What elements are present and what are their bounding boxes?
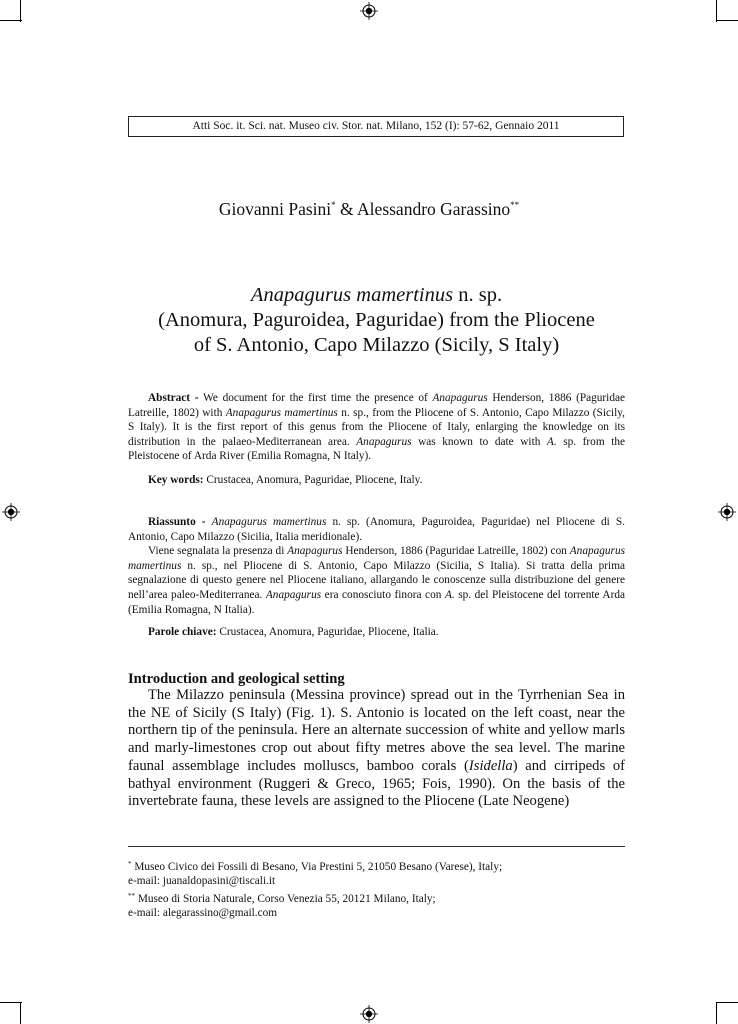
riassunto-text: n. sp. (Anomura, Paguroidea, Paguridae) nel Pliocene di S. Antonio, Capo Milazzo (Sicilia, Italia meridionale). [128, 516, 626, 543]
journal-citation-header [128, 116, 624, 137]
abstract-species: Anapagurus mamertinus [225, 406, 338, 419]
crop-mark-top-right-h [716, 20, 738, 21]
footnotes-block [128, 857, 625, 920]
abstract-text: sp. from the Pleistocene of Arda River (Emilia Romagna, N Italy). [128, 435, 625, 463]
abstract-label: Abstract - [148, 392, 204, 404]
registration-mark-left-icon [2, 503, 20, 521]
registration-mark-top-icon [360, 2, 378, 20]
crop-mark-bottom-left-v [20, 1002, 21, 1024]
title-line-2: (Anomura, Paguroidea, Paguridae) from the Pliocene [158, 309, 595, 331]
parole-chiave-label: Parole chiave: [148, 626, 217, 638]
riassunto-paragraph-2 [128, 544, 625, 617]
crop-mark-bottom-left-h [0, 1002, 22, 1003]
riassunto-label: Riassunto - [148, 516, 212, 528]
riassunto-text: era conosciuto finora con [321, 588, 445, 601]
author-2-affiliation-mark: ** [510, 200, 520, 210]
introduction-text: ) and cirripeds of bathyal environment (Ruggeri & Greco, 1965; Fois, 1990). On the basis of the invertebrate fauna, these levels are assigned to the Pliocene (Late Neogene) [128, 757, 625, 810]
introduction-paragraph [128, 687, 625, 811]
abstract-genus-abbr: A. [546, 435, 557, 448]
introduction-text: The Milazzo peninsula (Messina province) spread out in the Tyrrhenian Sea in the NE of Sicily (S Italy) (Fig. 1). S. Antonio is located on the left coast, near the northern tip of the peninsula. Here an alternate succession of white and yellow marls and marly-limestones crop out about fifty metres above the sea level. The marine faunal assemblage includes molluscs, bamboo corals ( [128, 687, 625, 774]
registration-mark-bottom-icon [360, 1005, 378, 1023]
abstract-genus: Anapagurus [432, 392, 488, 404]
author-2: Alessandro Garassino [357, 199, 511, 219]
title-line-1-rest: n. sp. [453, 284, 503, 306]
article-title [100, 283, 653, 358]
footnote-2-text: Museo di Storia Naturale, Corso Venezia 55, 20121 Milano, Italy; [135, 892, 436, 905]
parole-chiave-paragraph [128, 625, 625, 640]
riassunto-text: Viene segnalata la presenza di [148, 545, 288, 558]
keywords-text: Crustacea, Anomura, Paguridae, Pliocene, Italy. [203, 474, 423, 486]
footnote-1 [128, 857, 625, 874]
riassunto-species: Anapagurus mamertinus [211, 516, 327, 528]
abstract-genus: Anapagurus [356, 435, 412, 448]
abstract-text: Henderson, 1886 (Paguridae Latreille, 1802) with [128, 392, 625, 419]
author-1-affiliation-mark: * [331, 200, 336, 210]
abstract-paragraph [128, 391, 625, 464]
crop-mark-bottom-right-h [716, 1002, 738, 1003]
keywords-label: Key words: [148, 474, 204, 486]
crop-mark-top-left-h [0, 20, 22, 21]
riassunto-text: n. sp., nel Pliocene di S. Antonio, Capo Milazzo (Sicilia, S Italia). Si tratta della prima segnalazione di questo genere nel Pliocene italiano, allargando le conoscenze sulla distribuzione del genere nell’area paleo-Mediterranea. [128, 559, 625, 601]
parole-chiave-text: Crustacea, Anomura, Paguridae, Pliocene, Italia. [216, 626, 439, 638]
title-species-name: Anapagurus mamertinus [250, 284, 454, 306]
riassunto-genus-abbr: A. [444, 588, 455, 601]
authors-line [0, 199, 738, 220]
riassunto-genus: Anapagurus [265, 588, 322, 601]
abstract-text: was known to date with [411, 435, 547, 448]
abstract-text: n. sp., from the Pliocene of S. Antonio, Capo Milazzo (Sicily, S Italy). It is the first report of this genus from the Pliocene of Italy, enlarging the knowledge on its distribution in the palaeo-Mediterranean area. [128, 406, 626, 448]
footnote-1-mark: * [128, 860, 132, 868]
footnote-separator [128, 846, 625, 847]
riassunto-paragraph-1 [128, 515, 625, 544]
abstract-block [128, 391, 625, 464]
footnote-2 [128, 889, 625, 906]
crop-mark-top-left-v [20, 0, 21, 22]
introduction-genus-isidella: Isidella [468, 757, 513, 774]
footnote-2-email: e-mail: alegarassino@gmail.com [128, 906, 278, 919]
footnote-1-text: Museo Civico dei Fossili di Besano, Via Prestini 5, 21050 Besano (Varese), Italy; [131, 861, 503, 873]
footnote-2-mark: ** [128, 891, 135, 900]
author-1: Giovanni Pasini [218, 199, 332, 219]
riassunto-text: Henderson, 1886 (Paguridae Latreille, 1802) con [342, 545, 570, 558]
journal-citation-text: Atti Soc. it. Sci. nat. Museo civ. Stor. nat. Milano, 152 (I): 57-62, Gennaio 2011 [192, 120, 560, 132]
riassunto-genus: Anapagurus [287, 545, 343, 558]
title-line-1 [100, 283, 653, 308]
crop-mark-bottom-right-v [716, 1002, 717, 1024]
crop-mark-top-right-v [716, 0, 717, 22]
keywords-paragraph [128, 473, 625, 488]
introduction-body [128, 687, 625, 811]
footnote-1-email: e-mail: juanaldopasini@tiscali.it [128, 875, 276, 888]
riassunto-text: sp. del Pleistocene del torrente Arda (Emilia Romagna, N Italia). [128, 588, 626, 616]
section-heading-introduction: Introduction and geological setting [128, 671, 345, 687]
abstract-text: We document for the first time the presence of [203, 392, 433, 404]
authors-connector: & [335, 199, 358, 219]
riassunto-species: Anapagurus mamertinus [128, 545, 625, 572]
keywords-block [128, 473, 625, 488]
riassunto-block [128, 515, 625, 617]
registration-mark-right-icon [718, 503, 736, 521]
title-line-3: of S. Antonio, Capo Milazzo (Sicily, S Italy) [193, 334, 560, 356]
parole-chiave-block [128, 625, 625, 640]
